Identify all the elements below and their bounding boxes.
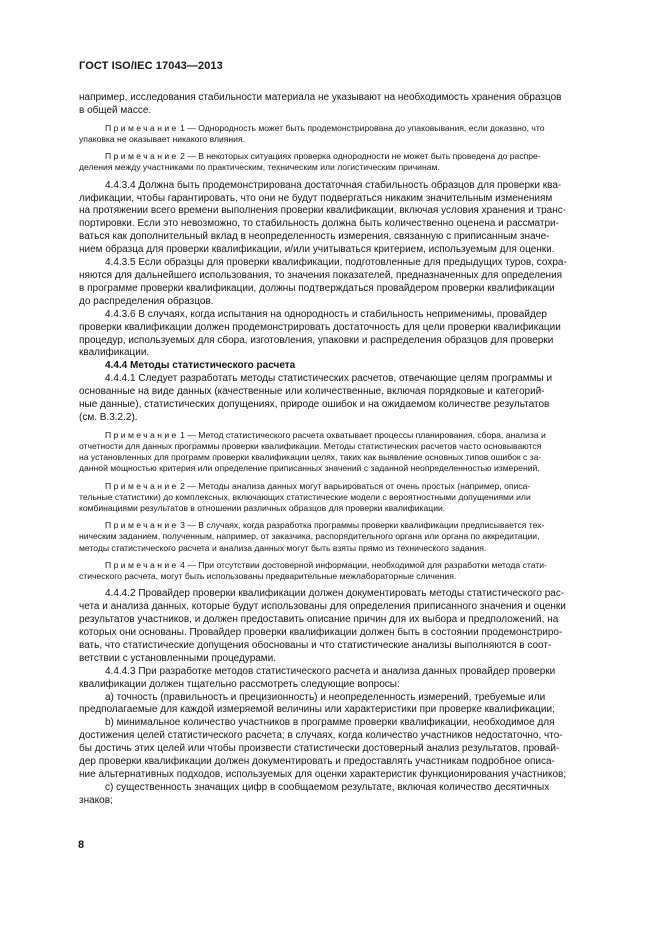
clause-4-4-4-3: 4.4.4.3 При разработке методов статистического расчета и анализа данных провайдер проверки квалификации должен тщательно рассмотреть следующие вопросы:	[79, 665, 556, 690]
note-number: 1	[180, 429, 185, 440]
list-item-b: b) минимальное количество участников в программе проверки квалификации, необходимое для достижения целей статистического расчета; в случаях, когда количество участников недостаточно, что- бы достичь этих целей или чтобы произвести статистически достоверный анализ результатов, провай- дер проверки квалификации должен документировать и предоставлять участникам подробное описа- ние альтернативных подходов, используемых для оценки характеристик функционирования участников;	[79, 717, 567, 780]
note-text: — В некоторых ситуациях проверка однородности не может быть проведена до распре- деления между участниками по практическим, техническим или логистическим причинам.	[79, 151, 541, 173]
clause-4-4-4-2: 4.4.4.2 Провайдер проверки квалификации должен документировать методы статистического рас- чета и анализа данных, которые будут использованы для определения приписанного значения и оценки результатов участников, и должен предоставить описание причин для их выбора и предположений, на которых они основаны. Провайдер проверки квалификации должен быть в состоянии продемонстриро- вать, что статистические допущения обоснованы и что статистические анализы выполняются в соот- ветствии с установленными процедурами.	[79, 588, 566, 664]
clause-4-4-4-1: 4.4.4.1 Следует разработать методы статистических расчетов, отвечающие целям программы и основанные на виде данных (качественные или количественные, включая порядковые и категорий- ные данные), статистических допущениях, природе ошибок и на ожидаемом количестве результатов (см. В.3.2.2).	[79, 373, 553, 423]
document-header: ГОСТ ISO/IEC 17043—2013	[79, 60, 223, 72]
section-heading-4-4-4: 4.4.4 Методы статистического расчета	[105, 360, 296, 372]
list-item-c: c) существенность значащих цифр в сообщаемом результате, включая количество десятичных знаков;	[79, 781, 550, 806]
note-statistical-1	[79, 430, 600, 475]
note-homogeneity-2	[79, 151, 600, 173]
note-label: Примечание	[105, 151, 179, 162]
note-text: — Метод статистического расчета охватывает процессы планирования, сбора, анализа и отчетности для данных программы проверки квалификации. Методы статистических расчетов часто основываются на установленных для программ проверки квалификации целях, таких как выявление основных типов ошибок с за- данной мощностью критерия или определение приписанных значений с заданной неопределенностью измерений.	[79, 429, 546, 474]
note-statistical-4	[79, 560, 600, 582]
note-statistical-2	[79, 481, 600, 515]
note-number: 4	[180, 559, 185, 570]
clause-4-4-3-6: 4.4.3.6 В случаях, когда испытания на однородность и стабильность неприменимы, провайдер проверки квалификации должен продемонстрировать достаточность для цели проверки квалификации процедур, используемых для сбора, изготовления, упаковки и распределения образцов для проверки квалификации.	[79, 308, 561, 359]
page-number: 8	[78, 839, 85, 851]
clause-4-4-3-5: 4.4.3.5 Если образцы для проверки квалификации, подготовленные для предыдущих туров, сохра- няются для дальнейшего использования, то значения показателей, предназначенных для определения в программе проверки квалификации, должны подтверждаться провайдером проверки квалификации до распределения образцов.	[79, 257, 567, 307]
note-number: 3	[180, 520, 185, 531]
note-number: 2	[180, 151, 185, 162]
note-label: Примечание	[105, 429, 179, 440]
note-text: — Однородность может быть продемонстрирована до упаковывания, если доказано, что упаковка не оказывает никакого влияния.	[79, 122, 545, 145]
note-number: 2	[180, 480, 185, 491]
note-label: Примечание	[105, 122, 179, 133]
note-text: — Методы анализа данных могут варьироваться от очень простых (например, описа- тельные статистики) до комплексных, включающих статистические модели с вероятностными допущениями или комбинациями результатов в отношении различных образцов для проверки квалификации.	[79, 480, 531, 514]
page-body	[79, 92, 600, 808]
clause-4-4-3-4: 4.4.3.4 Должна быть продемонстрирована достаточная стабильность образцов для проверки ква- лификации, чтобы гарантировать, что они не будут подвергаться никаким значительным изменениям на протяжении всего времени выполнения проверки квалификации, включая условия хранения и транс- портировки. Если это невозможно, то стабильность должна быть количественно оценена и рассматри- ваться как дополнительный вклад в неопределенность измерения, связанную с приписанным значе- нием образца для проверки квалификации, и/или учитываться критерием, используемым для оценки.	[79, 179, 567, 256]
paragraph-continuation: например, исследования стабильности материала не указывают на необходимость хранения образцов в общей массе.	[79, 92, 562, 116]
note-homogeneity-1	[79, 123, 600, 145]
note-text: — При отсутствии достоверной информации, необходимой для разработки метода стати- стического расчета, могут быть использованы предварительные межлабораторные сличения.	[79, 559, 547, 582]
note-text: — В случаях, когда разработка программы проверки квалификации предписывается тех- ническим заданием, полученным, например, от заказчика, распорядительного органа или органа по аккредитации, методы статистического расчета и анализа данных могут быть взяты прямо из технического задания.	[79, 520, 545, 553]
list-item-a: a) точность (правильность и прецизионность) и неопределенность измерений, требуемые или предполагаемые для каждой измеряемой величины или характеристики при проверке квалификации;	[79, 691, 555, 716]
note-statistical-3	[79, 520, 600, 554]
note-label: Примечание	[105, 520, 179, 531]
note-label: Примечание	[105, 559, 179, 570]
note-number: 1	[180, 122, 185, 133]
note-label: Примечание	[105, 480, 179, 491]
